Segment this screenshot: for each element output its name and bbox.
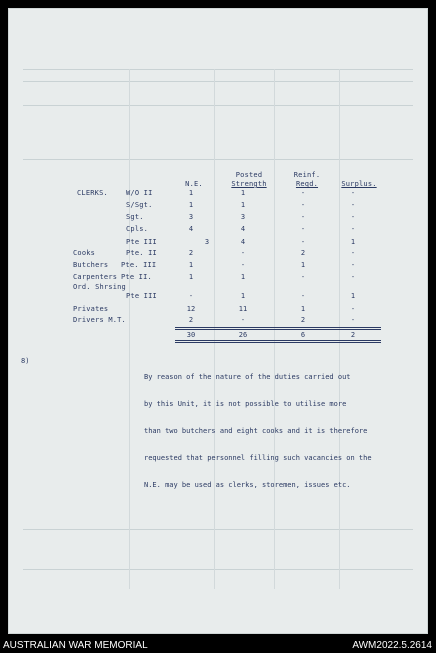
cell-reinf: - <box>300 273 306 281</box>
paragraph-line: N.E. may be used as clerks, storemen, issues etc. <box>144 481 351 489</box>
cell-reinf: - <box>300 189 306 197</box>
paragraph-line: than two butchers and eight cooks and it is therefore <box>144 427 368 435</box>
row-rank: Pte II. <box>121 273 152 281</box>
cell-reinf: - <box>300 292 306 300</box>
cell-reinf: 2 <box>300 249 306 257</box>
cell-surplus: - <box>350 189 356 197</box>
paragraph-line: by this Unit, it is not possible to utilise more <box>144 400 347 408</box>
cell-ne: 1 <box>188 273 194 281</box>
cell-surplus: - <box>350 249 356 257</box>
archive-footer <box>0 638 436 653</box>
row-rank: Pte III <box>126 292 157 300</box>
ghost-rule <box>23 569 413 570</box>
total-rule-top <box>175 327 381 328</box>
row-group-label: Privates <box>73 305 109 313</box>
cell-posted: - <box>240 261 246 269</box>
header-ne: N.E. <box>185 180 203 188</box>
institution-name: AUSTRALIAN WAR MEMORIAL <box>3 640 148 651</box>
cell-reinf: - <box>300 201 306 209</box>
paragraph-line: requested that personnel filling such vacancies on the <box>144 454 372 462</box>
cell-ne: 2 <box>188 316 194 324</box>
row-group-label: Cooks <box>73 249 96 257</box>
cell-reinf: - <box>300 213 306 221</box>
cell-posted: - <box>240 249 246 257</box>
ghost-rule <box>23 105 413 106</box>
paragraph-number: 8) <box>21 357 30 365</box>
cell-reinf: - <box>300 238 306 246</box>
ghost-rule <box>23 529 413 530</box>
cell-ne: 2 <box>188 249 194 257</box>
header-surplus: Surplus. <box>341 180 377 188</box>
cell-posted: 1 <box>240 201 246 209</box>
cell-ne: 4 <box>188 225 194 233</box>
cell-posted: 4 <box>240 238 246 246</box>
cell-reinf: 1 <box>300 305 306 313</box>
total-surplus: 2 <box>350 331 356 339</box>
document-page <box>8 8 428 634</box>
cell-reinf: 1 <box>300 261 306 269</box>
cell-posted: 4 <box>240 225 246 233</box>
cell-posted: 1 <box>240 292 246 300</box>
cell-surplus: - <box>350 213 356 221</box>
cell-ne: - <box>188 292 194 300</box>
cell-ne: 1 <box>188 261 194 269</box>
cell-surplus: 1 <box>350 292 356 300</box>
cell-ne: 3 <box>204 238 210 246</box>
ghost-rule <box>23 159 413 160</box>
cell-ne: 1 <box>188 189 194 197</box>
cell-posted: - <box>240 316 246 324</box>
header-posted-line1: Posted <box>235 171 263 179</box>
header-reinf-line2: Reqd. <box>295 180 319 188</box>
cell-surplus: - <box>350 201 356 209</box>
cell-surplus: - <box>350 305 356 313</box>
total-posted: 26 <box>238 331 248 339</box>
accession-number: AWM2022.5.2614 <box>352 640 432 651</box>
cell-posted: 11 <box>238 305 248 313</box>
total-reinf: 6 <box>300 331 306 339</box>
total-ne: 30 <box>186 331 196 339</box>
ghost-rule <box>23 69 413 70</box>
paragraph-line: By reason of the nature of the duties carried out <box>144 373 351 381</box>
total-rule-top <box>175 329 381 330</box>
cell-surplus: - <box>350 225 356 233</box>
cell-posted: 1 <box>240 273 246 281</box>
row-group-label: Drivers M.T. <box>73 316 126 324</box>
header-posted-line2: Strength <box>231 180 267 188</box>
row-rank: S/Sgt. <box>126 201 153 209</box>
total-rule-bottom <box>175 340 381 341</box>
cell-surplus: - <box>350 261 356 269</box>
row-group-label: Ord. Shrsing <box>73 283 126 291</box>
cell-reinf: 2 <box>300 316 306 324</box>
total-rule-bottom <box>175 342 381 343</box>
cell-surplus: 1 <box>350 238 356 246</box>
cell-ne: 3 <box>188 213 194 221</box>
row-rank: Pte. II <box>126 249 157 257</box>
explanatory-paragraph <box>144 355 414 508</box>
row-rank: Pte III <box>126 238 157 246</box>
row-group-label: CLERKS. <box>77 189 108 197</box>
cell-reinf: - <box>300 225 306 233</box>
cell-surplus: - <box>350 273 356 281</box>
ghost-rule <box>23 81 413 82</box>
row-rank: W/O II <box>126 189 153 197</box>
cell-posted: 1 <box>240 189 246 197</box>
row-group-label: Butchers <box>73 261 109 269</box>
row-rank: Pte. III <box>121 261 157 269</box>
cell-posted: 3 <box>240 213 246 221</box>
ghost-column <box>129 69 130 589</box>
row-rank: Cpls. <box>126 225 149 233</box>
row-rank: Sgt. <box>126 213 144 221</box>
cell-ne: 12 <box>186 305 196 313</box>
cell-surplus: - <box>350 316 356 324</box>
header-reinf-line1: Reinf. <box>293 171 321 179</box>
row-group-label: Carpenters <box>73 273 118 281</box>
cell-ne: 1 <box>188 201 194 209</box>
